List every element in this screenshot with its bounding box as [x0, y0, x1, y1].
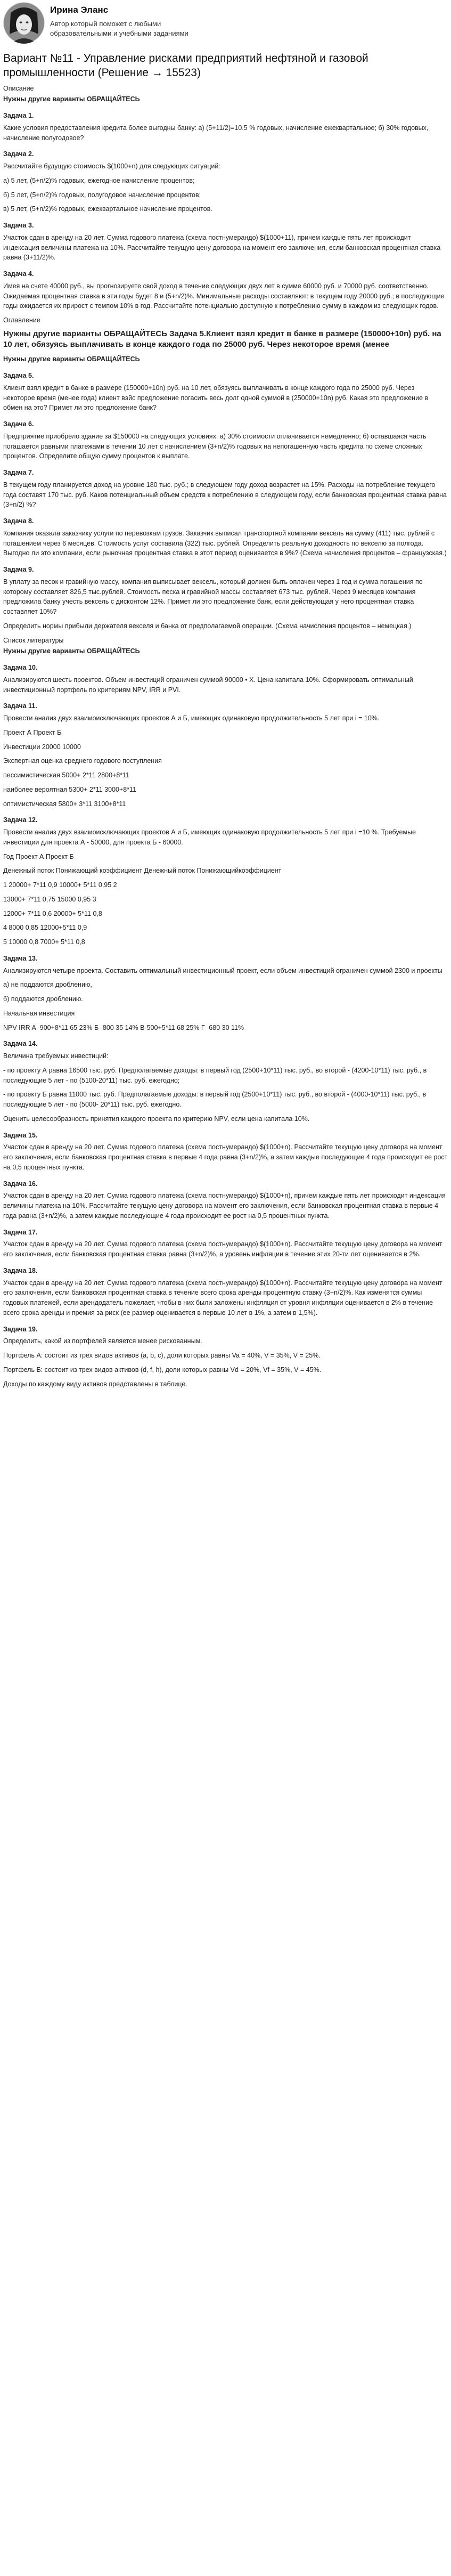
other-variants-note: Нужны другие варианты ОБРАЩАЙТЕСЬ	[3, 647, 140, 655]
task-paragraph: Экспертная оценка среднего годового поступления	[3, 757, 162, 765]
task-paragraph: 1 20000+ 7*11 0,9 10000+ 5*11 0,95 2	[3, 881, 117, 889]
task-paragraph: Величина требуемых инвестиций:	[3, 1052, 109, 1060]
task-paragraph: Предприятие приобрело здание за $150000 на следующих условиях: а) 30% стоимости оплачивается немедленно; б) оставшаяся часть погашается равными платежами в течении 10 лет с начислением (3+n/2)% годовых на непогашенную часть кредита по схеме сложных процентов. Определите общую сумму процентов к выплате.	[3, 432, 427, 460]
task-title: Задача 3.	[3, 222, 34, 230]
task-paragraph: 12000+ 7*11 0,6 20000+ 5*11 0,8	[3, 909, 102, 917]
task-paragraph: Компания оказала заказчику услуги по перевозкам грузов. Заказчик выписал транспортной компании вексель на сумму (411) тыс. рублей с погашением через 6 месяцев. Стоимость услуг составила (322) тыс. рублей. Определить реальную доходность по векселю за полгода. Выгодно ли это компании, если рыночная процентная ставка в этот период оценивается в 9%? (Схема начисления процентов – французская.)	[3, 529, 447, 557]
task-paragraph: Определить, какой из портфелей является менее рискованным.	[3, 1337, 202, 1345]
task-paragraph: Определить нормы прибыли держателя векселя и банка от предполагаемой операции. (Схема начисления процентов – немецкая.)	[3, 622, 412, 630]
task-title: Задача 16.	[3, 1180, 38, 1188]
task-title: Задача 2.	[3, 150, 34, 158]
toc-heading: Нужны другие варианты ОБРАЩАЙТЕСЬ Задача 5.Клиент взял кредит в банке в размере (150000+10n) руб. на 10 лет, обязуясь выплачивать в конце каждого года по 25000 руб. Через некоторое время (менее	[3, 329, 441, 350]
author-header	[3, 0, 448, 49]
task-paragraph: - по проекту Б равна 11000 тыс. руб. Предполагаемые доходы: в первый год (2500+10*11) тыс. руб., во второй - (4000-10*11) тыс. руб., в последующие 5 лет - по (5000- 20*11) тыс. руб. ежегодно.	[3, 1091, 427, 1109]
task-paragraph: Участок сдан в аренду на 20 лет. Сумма годового платежа (схема постнумерандо) $(1000+11), причем каждые пять лет происходит индексация величины платежа на 10%. Рассчитайте текущую цену договора на момент его заключения, если банковская процентная ставка равна (3+11/2)%.	[3, 233, 441, 262]
task-title: Задача 11.	[3, 702, 37, 710]
task-paragraph: Рассчитайте будущую стоимость $(1000+n) для следующих ситуаций:	[3, 162, 220, 170]
task-title: Задача 4.	[3, 270, 34, 278]
task-paragraph: Оценить целесообразность принятия каждого проекта по критерию NPV, если цена капитала 10%.	[3, 1115, 310, 1123]
other-variants-note: Нужны другие варианты ОБРАЩАЙТЕСЬ	[3, 95, 140, 103]
section-literature-label: Список литературы	[3, 636, 64, 644]
task-title: Задача 5.	[3, 372, 34, 380]
avatar[interactable]	[3, 2, 45, 44]
task-paragraph: а) 5 лет, (5+n/2)% годовых, ежегодное начисление процентов;	[3, 176, 195, 184]
task-paragraph: в) 5 лет, (5+n/2)% годовых, ежеквартальное начисление процентов.	[3, 205, 212, 213]
task-paragraph: Анализируются четыре проекта. Составить оптимальный инвестиционный проект, если объем инвестиций ограничен суммой 2300 и проекты	[3, 966, 442, 974]
task-paragraph: Год Проект А Проект Б	[3, 852, 74, 860]
tasks-block-literature	[3, 663, 448, 1389]
section-toc-label: Оглавление	[3, 316, 40, 324]
task-paragraph: NPV IRR A -900+8*11 65 23% Б -800 35 14% В-500+5*11 68 25% Г -680 30 11%	[3, 1023, 244, 1031]
task-paragraph: Участок сдан в аренду на 20 лет. Сумма годового платежа (схема постнумерандо) $(1000+n). Рассчитайте текущую цену договора на момент его заключения, если банковская процентная ставка в течение всего срока аренды процентную ставку (3+n/2)%. Как изменятся суммы годовых платежей, если арендодатель пожелает, чтобы в них были заложены инфляция от уровня инфляции оценивается в 2% в течение всего срока аренды и премия за риск (ее размер оценивается в первые 10 лет в 1%, а затем в 1,5%).	[3, 1279, 442, 1317]
section-description-label: Описание	[3, 84, 34, 92]
author-description: Автор который поможет с любыми образовательными и учебными заданиями	[50, 19, 188, 37]
task-title: Задача 8.	[3, 517, 34, 525]
task-title: Задача 15.	[3, 1131, 38, 1139]
other-variants-note: Нужны другие варианты ОБРАЩАЙТЕСЬ	[3, 355, 140, 363]
task-paragraph: б) 5 лет, (5+n/2)% годовых, полугодовое начисление процентов;	[3, 191, 201, 199]
task-paragraph: В уплату за песок и гравийную массу, компания выписывает вексель, который должен быть оплачен через 1 год и сумма погашения по которому составляет 826,5 тыс.рублей. Стоимость песка и гравийной массы составляет 673 тыс. рублей. Через 9 месяцев компания предложила банку учесть вексель с дисконтом 12%. Примет ли это предложение банк, если действующая у него процентная ставка составляет 10%?	[3, 578, 423, 616]
task-paragraph: Участок сдан в аренду на 20 лет. Сумма годового платежа (схема постнумерандо) $(1000+n), причем каждые пять лет происходит индексация величины платежа на 10%. Рассчитайте текущую цену договора на момент его заключения, если банковская процентная ставка в первые 4 года равна (3+n/2)%, а затем каждые последующие 4 года происходит ее рост на 0,5 процентных пункта.	[3, 1192, 446, 1220]
task-paragraph: пессимистическая 5000+ 2*11 2800+8*11	[3, 771, 130, 779]
task-paragraph: Провести анализ двух взаимоисключающих проектов А и Б, имеющих одинаковую продолжительность 5 лет при i = 10%.	[3, 714, 380, 722]
tasks-block-toc	[3, 371, 448, 631]
task-paragraph: 5 10000 0,8 7000+ 5*11 0,8	[3, 938, 85, 946]
task-paragraph: Клиент взял кредит в банке в размере (150000+10n) руб. на 10 лет, обязуясь выплачивать в конце каждого года по 25000 руб. Через некоторое время (менее года) клиент вэйс предложение погасить весь долг одной суммой в (250000+10n) руб. Какая это предложение в обмен на это? Примет ли это предложение банк?	[3, 384, 429, 412]
task-paragraph: б) поддаются дроблению.	[3, 995, 83, 1003]
task-paragraph: Провести анализ двух взаимоисключающих проектов А и Б, имеющих одинаковую продолжительность 5 лет при i =10 %. Требуемые инвестиции для проекта А - 50000, для проекта Б - 60000.	[3, 828, 416, 846]
task-paragraph: Какие условия предоставления кредита более выгодны банку: а) (5+11/2)=10.5 % годовых, начисление ежеквартальное; б) 30% годовых, начисление полугодовое?	[3, 124, 429, 142]
page-title: Вариант №11 - Управление рисками предприятий нефтяной и газовой промышленности (Решение → 15523)	[3, 52, 368, 79]
task-title: Задача 12.	[3, 816, 38, 824]
task-title: Задача 17.	[3, 1228, 38, 1236]
task-paragraph: Участок сдан в аренду на 20 лет. Сумма годового платежа (схема постнумерандо) $(1000+n). Рассчитайте текущую цену договора на момент его заключения, если банковская процентная ставка равна (3+n/2)%, а уровень инфляции в течение этих 20-ти лет оценивается в 2%.	[3, 1240, 442, 1258]
task-paragraph: 4 8000 0,85 12000+5*11 0,9	[3, 924, 87, 932]
task-paragraph: Портфель А: состоит из трех видов активов (а, b, с), доли которых равны Va = 40%, V = 35%, V = 25%.	[3, 1352, 321, 1360]
task-paragraph: Проект А Проект Б	[3, 728, 62, 736]
task-paragraph: Доходы по каждому виду активов представлены в таблице.	[3, 1380, 187, 1388]
task-paragraph: оптимистическая 5800+ 3*11 3100+8*11	[3, 800, 126, 808]
task-paragraph: Начальная инвестиция	[3, 1009, 75, 1017]
task-paragraph: 13000+ 7*11 0,75 15000 0,95 3	[3, 895, 96, 903]
task-title: Задача 13.	[3, 954, 38, 962]
task-title: Задача 1.	[3, 112, 34, 120]
task-paragraph: а) не поддаются дроблению,	[3, 981, 92, 989]
task-paragraph: Денежный поток Понижающий коэффициент Денежный поток Понижающийкоэффициент	[3, 867, 282, 875]
task-paragraph: Инвестиции 20000 10000	[3, 743, 81, 751]
task-title: Задача 9.	[3, 566, 34, 574]
task-paragraph: Участок сдан в аренду на 20 лет. Сумма годового платежа (схема постнумерандо) $(1000+n). Рассчитайте текущую цену договора на момент его заключения, если банковская процентная ставка в первые 4 года равна (3+n/2)%, а затем каждые последующие 4 года происходит ее рост на 0,5 процентных пункта.	[3, 1143, 448, 1171]
task-paragraph: наиболее вероятная 5300+ 2*11 3000+8*11	[3, 785, 137, 793]
task-paragraph: Имея на счете 40000 руб., вы прогнозируете свой доход в течение следующих двух лет в сумме 60000 руб. и 70000 руб. соответственно. Ожидаемая процентная ставка в эти годы будет 8 и (5+n/2)%. Минимальные расходы составляют: в текущем году 20000 руб.; в последующие годы ожидается их прирост с темпом 10% в год. Рассчитайте потенциально доступную к потреблению сумму в каждом из следующих годов.	[3, 282, 445, 310]
task-paragraph: Портфель Б: состоит из трех видов активов (d, f, h), доли которых равны Vd = 20%, Vf = 35%, V = 45%.	[3, 1366, 322, 1374]
author-name[interactable]: Ирина Эланс	[50, 5, 109, 15]
task-title: Задача 14.	[3, 1040, 38, 1048]
task-paragraph: В текущем году планируется доход на уровне 180 тыс. руб.; в следующем году доход возрастет на 15%. Расходы на потребление текущего года составят 170 тыс. руб. Каков потенциальный объем средств к потреблению в следующем году, если банковская процентная ставка равна (3+n/2) %?	[3, 481, 447, 509]
task-title: Задача 10.	[3, 664, 38, 672]
task-paragraph: - по проекту А равна 16500 тыс. руб. Предполагаемые доходы: в первый год (2500+10*11) тыс. руб., во второй - (4200-10*11) тыс. руб., в последующие 5 лет - по (5100-20*11) тыс. руб. ежегодно;	[3, 1066, 427, 1084]
task-paragraph: Анализируются шесть проектов. Объем инвестиций ограничен суммой 90000 • X. Цена капитала 10%. Сформировать оптимальный инвестиционный портфель по критериям NPV, IRR и PVI.	[3, 676, 413, 694]
task-title: Задача 19.	[3, 1325, 38, 1333]
task-title: Задача 7.	[3, 469, 34, 477]
tasks-block-description	[3, 111, 448, 311]
task-title: Задача 6.	[3, 420, 34, 428]
task-title: Задача 18.	[3, 1266, 38, 1274]
